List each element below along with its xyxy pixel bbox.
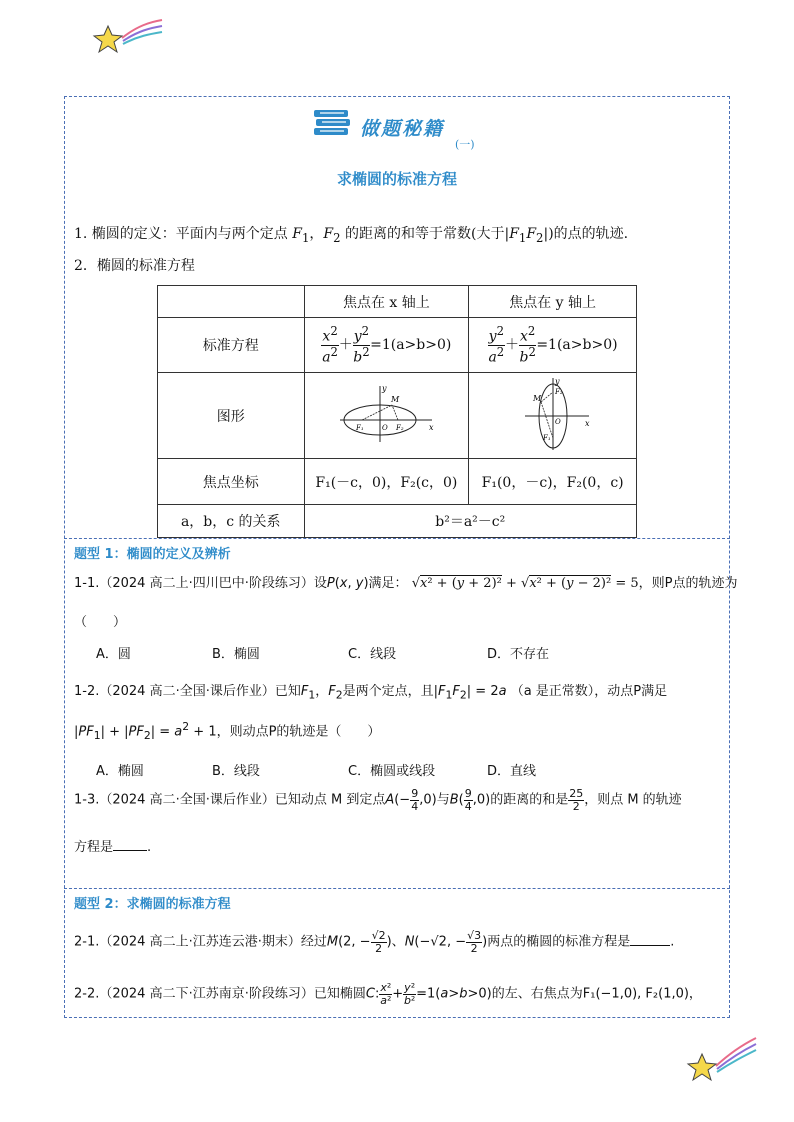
row-label-figure: 图形 bbox=[158, 373, 305, 459]
svg-text:y: y bbox=[554, 376, 560, 386]
svg-text:F₁: F₁ bbox=[542, 433, 551, 442]
svg-text:M: M bbox=[391, 394, 400, 404]
svg-text:F₂: F₂ bbox=[554, 387, 563, 396]
section-1-title: 题型 1：椭圆的定义及辨析 bbox=[74, 547, 231, 562]
foci-y: F₁(0，－c)，F₂(0，c) bbox=[469, 459, 637, 505]
svg-text:M: M bbox=[532, 393, 541, 403]
section-2-title: 题型 2：求椭圆的标准方程 bbox=[74, 897, 231, 912]
question-1-2: 1-2.（2024 高二·全国·课后作业）已知$F_1$，$F_2$是两个定点，且$|F_1F_2| = 2a$ （a 是正常数），动点P满足 bbox=[74, 684, 668, 702]
option-1-1-c[interactable]: C．线段 bbox=[348, 647, 397, 662]
shooting-star-icon-bottom bbox=[686, 1032, 758, 1094]
foci-x: F₁(－c，0)，F₂(c，0) bbox=[304, 459, 469, 505]
option-1-1-a[interactable]: A．圆 bbox=[96, 647, 131, 662]
svg-text:F₂: F₂ bbox=[396, 423, 405, 432]
option-1-2-b[interactable]: B．线段 bbox=[212, 764, 260, 779]
section-divider-1 bbox=[64, 538, 730, 539]
standard-equation-heading: 2．椭圆的标准方程 bbox=[74, 258, 195, 274]
question-1-1: 1-1.（2024 高二上·四川巴中·阶段练习）设P(x, y)满足： √x² + (y + 2)² + √x² + (y − 2)² = 5，则P点的轨迹为 bbox=[74, 576, 738, 591]
equation-x: $\frac{x^2}{a^2}$ ＋ $\frac{y^2}{b^2}$ =1(a>b>0) bbox=[304, 318, 469, 373]
question-1-1-paren: （ ） bbox=[74, 615, 127, 630]
question-1-3: 1-3.（2024 高二·全国·课后作业）已知动点 M 到定点A(− $\frac{9}{4}$ ,0)与B( $\frac{9}{4}$ ,0)的距离的和是 $\frac{25}{2}$ ，则点 M 的轨迹 bbox=[74, 787, 682, 813]
question-2-2: 2-2.（2024 高二下·江苏南京·阶段练习）已知椭圆C: $\frac{\text{x²}}{\text{a²}}$ + $\frac{\text{y²}}{\text{b²}}$ =1(a>b>0)的左、右焦点为F₁(−1,0), F₂(1,0)， bbox=[74, 981, 702, 1007]
ellipse-table bbox=[157, 285, 637, 538]
section-divider-2 bbox=[64, 888, 730, 889]
svg-text:x: x bbox=[429, 422, 434, 432]
table-header-x: 焦点在 x 轴上 bbox=[304, 286, 469, 318]
row-label-relation: a，b，c 的关系 bbox=[158, 505, 305, 538]
question-2-1: 2-1.（2024 高二上·江苏连云港·期末）经过M(2, − $\frac{√2}{2}$ )、N(−√2, − $\frac{√3}{2}$ )两点的椭圆的标准方程是 . bbox=[74, 929, 675, 955]
table-header-empty bbox=[158, 286, 305, 318]
svg-text:F₁: F₁ bbox=[356, 423, 365, 432]
option-1-2-d[interactable]: D．直线 bbox=[487, 764, 537, 779]
svg-text:O: O bbox=[554, 417, 561, 426]
option-1-1-b[interactable]: B．椭圆 bbox=[212, 647, 260, 662]
definition-line: 1. 椭圆的定义：平面内与两个定点 $F_1$，$F_2$ 的距离的和等于常数(大于$|F_1F_2|$)的点的轨迹. bbox=[74, 226, 629, 245]
table-header-y: 焦点在 y 轴上 bbox=[469, 286, 637, 318]
page-title: 求椭圆的标准方程 bbox=[336, 170, 457, 188]
brand-subtitle: (一) bbox=[455, 138, 475, 151]
equation-y: $\frac{y^2}{a^2}$ ＋ $\frac{x^2}{b^2}$ =1(a>b>0) bbox=[469, 318, 637, 373]
option-1-1-d[interactable]: D．不存在 bbox=[487, 647, 550, 662]
svg-text:x: x bbox=[584, 418, 590, 428]
shooting-star-icon-top bbox=[92, 16, 164, 60]
option-1-2-c[interactable]: C．椭圆或线段 bbox=[348, 764, 436, 779]
option-1-2-a[interactable]: A．椭圆 bbox=[96, 764, 144, 779]
figure-x-ellipse bbox=[304, 373, 469, 459]
row-label-standard: 标准方程 bbox=[158, 318, 305, 373]
figure-y-ellipse bbox=[469, 373, 637, 459]
row-label-foci: 焦点坐标 bbox=[158, 459, 305, 505]
question-1-2-line2: $|PF_1| + |PF_2| = a^2 + 1$，则动点P的轨迹是（ ） bbox=[74, 720, 381, 742]
question-1-3-line2: 方程是 . bbox=[74, 840, 152, 855]
svg-text:O: O bbox=[382, 423, 389, 432]
books-logo-icon bbox=[312, 108, 352, 142]
svg-text:y: y bbox=[382, 383, 387, 393]
brand-title: 做题秘籍 bbox=[360, 118, 445, 140]
relation-value: b²＝a²－c² bbox=[304, 505, 636, 538]
